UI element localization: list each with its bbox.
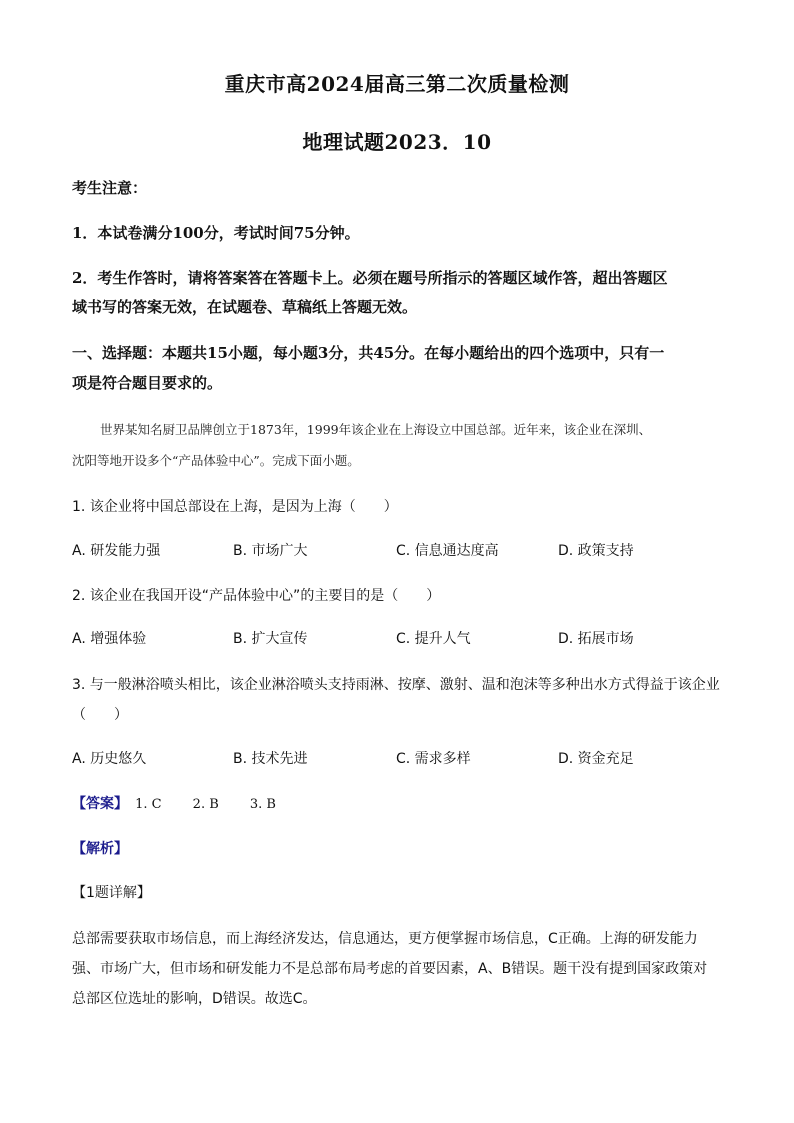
analysis-line-3: 总部区位选址的影响，D错误。故选C。 bbox=[72, 991, 317, 1007]
question-2-option-c: C. 提升人气 bbox=[396, 631, 471, 647]
question-2-option-d: D. 拓展市场 bbox=[558, 631, 634, 647]
notice-item-2-line-1: 2．考生作答时，请将答案答在答题卡上。必须在题号所指示的答题区域作答，超出答题区 bbox=[72, 269, 668, 287]
notice-item-1: 1．本试卷满分100分，考试时间75分钟。 bbox=[72, 224, 360, 242]
section-heading-line-1: 一、选择题：本题共15小题，每小题3分，共45分。在每小题给出的四个选项中，只有一 bbox=[72, 344, 665, 362]
question-1-option-d: D. 政策支持 bbox=[558, 543, 634, 559]
question-2-option-b: B. 扩大宣传 bbox=[233, 631, 308, 647]
question-3-option-c: C. 需求多样 bbox=[396, 751, 471, 767]
question-3-stem-line-2: （ ） bbox=[72, 707, 128, 723]
exam-subtitle: 地理试题2023．10 bbox=[302, 130, 492, 154]
question-2-stem: 2. 该企业在我国开设“产品体验中心”的主要目的是（ ） bbox=[72, 588, 441, 604]
question-1-stem: 1. 该企业将中国总部设在上海，是因为上海（ ） bbox=[72, 499, 398, 515]
question-3-option-a: A. 历史悠久 bbox=[72, 751, 147, 767]
question-2-option-a: A. 增强体验 bbox=[72, 631, 147, 647]
analysis-line-1: 总部需要获取市场信息，而上海经济发达，信息通达，更方便掌握市场信息，C正确。上海的研发能力 bbox=[72, 931, 698, 947]
exam-title: 重庆市高2024届高三第二次质量检测 bbox=[224, 72, 570, 96]
answer-tag: 【答案】 bbox=[72, 796, 128, 812]
answer-3: 3. B bbox=[249, 797, 276, 812]
question-1-option-c: C. 信息通达度高 bbox=[396, 543, 499, 559]
answer-1: 1. C bbox=[135, 797, 162, 812]
answer-row bbox=[72, 793, 276, 813]
question-3-option-d: D. 资金充足 bbox=[558, 751, 634, 767]
question-3-stem-line-1: 3. 与一般淋浴喷头相比，该企业淋浴喷头支持雨淋、按摩、激射、温和泡沫等多种出水方式得益于该企业 bbox=[72, 677, 720, 693]
passage-line-2: 沈阳等地开设多个“产品体验中心”。完成下面小题。 bbox=[72, 453, 360, 468]
question-3-option-b: B. 技术先进 bbox=[233, 751, 308, 767]
answer-2: 2. B bbox=[192, 797, 219, 812]
question-1-option-b: B. 市场广大 bbox=[233, 543, 308, 559]
analysis-sub-heading: 【1题详解】 bbox=[72, 885, 151, 901]
notice-heading: 考生注意： bbox=[72, 179, 148, 197]
section-heading-line-2: 项是符合题目要求的。 bbox=[72, 374, 223, 392]
question-1-option-a: A. 研发能力强 bbox=[72, 543, 161, 559]
passage-line-1: 世界某知名厨卫品牌创立于1873年，1999年该企业在上海设立中国总部。近年来，该企业在深圳、 bbox=[100, 422, 652, 437]
analysis-line-2: 强、市场广大，但市场和研发能力不是总部布局考虑的首要因素，A、B错误。题干没有提到国家政策对 bbox=[72, 961, 708, 977]
analysis-tag: 【解析】 bbox=[72, 841, 128, 857]
notice-item-2-line-2: 域书写的答案无效，在试题卷、草稿纸上答题无效。 bbox=[72, 298, 418, 316]
